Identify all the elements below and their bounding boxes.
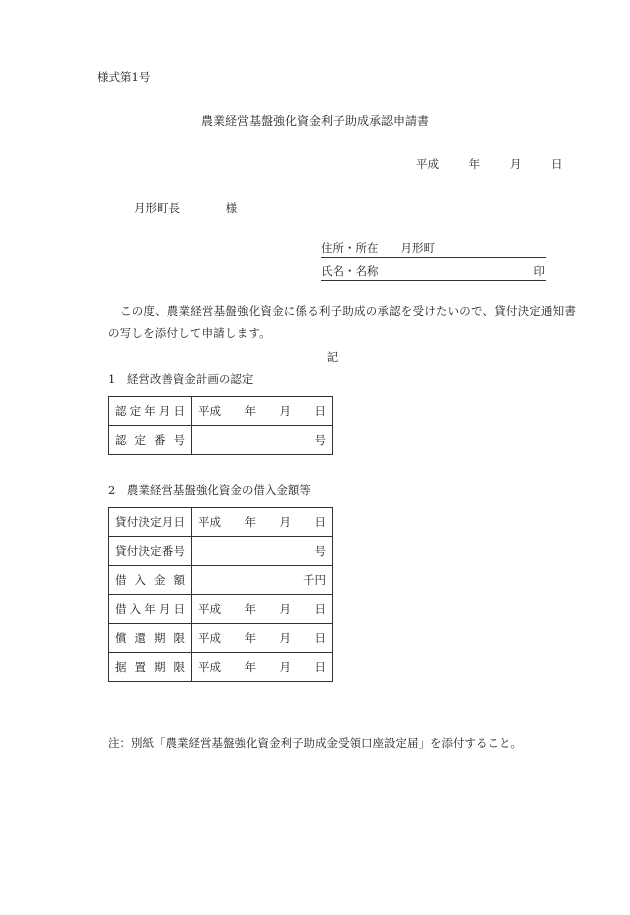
field-month: 月 — [279, 660, 291, 674]
amount-field: 千円 — [192, 566, 333, 595]
field-year: 年 — [244, 631, 256, 645]
row-label: 貸付決定月日 — [109, 508, 192, 537]
field-month: 月 — [279, 404, 291, 418]
address-value: 月形町 — [400, 241, 435, 255]
application-date — [416, 156, 562, 172]
date-day: 日 — [550, 157, 563, 171]
ki-heading: 記 — [326, 350, 339, 364]
date-field — [192, 397, 333, 426]
table-row — [109, 508, 333, 537]
attachment-note: 注：別紙「農業経営基盤強化資金利子助成金受領口座設定届」を添付すること。 — [108, 736, 522, 750]
row-label: 認定番号 — [109, 426, 192, 455]
table-row — [109, 624, 333, 653]
date-month: 月 — [509, 157, 522, 171]
certification-table — [108, 396, 333, 455]
table-row — [109, 566, 333, 595]
field-era: 平成 — [198, 631, 221, 645]
field-month: 月 — [279, 631, 291, 645]
table-row — [109, 653, 333, 682]
number-field: 号 — [192, 426, 333, 455]
field-era: 平成 — [198, 515, 221, 529]
field-era: 平成 — [198, 660, 221, 674]
table-row — [109, 426, 333, 455]
field-era: 平成 — [198, 404, 221, 418]
row-label: 借入金額 — [109, 566, 192, 595]
field-era: 平成 — [198, 602, 221, 616]
field-year: 年 — [244, 515, 256, 529]
row-label: 借入年月日 — [109, 595, 192, 624]
date-era: 平成 — [416, 157, 439, 171]
table-row — [109, 397, 333, 426]
field-month: 月 — [279, 515, 291, 529]
row-label: 償還期限 — [109, 624, 192, 653]
addressee-honorific: 様 — [225, 201, 238, 215]
name-label: 氏名・名称 — [321, 264, 379, 278]
table-row — [109, 595, 333, 624]
document-title: 農業経営基盤強化資金利子助成承認申請書 — [200, 114, 429, 128]
field-day: 日 — [314, 631, 326, 645]
field-month: 月 — [279, 602, 291, 616]
section1-heading: 1 経営改善資金計画の認定 — [108, 372, 254, 386]
date-field — [192, 508, 333, 537]
row-label: 認定年月日 — [109, 397, 192, 426]
field-year: 年 — [244, 404, 256, 418]
field-day: 日 — [314, 515, 326, 529]
form-number: 様式第1号 — [97, 70, 151, 84]
date-year: 年 — [468, 157, 481, 171]
number-field: 号 — [192, 537, 333, 566]
applicant-name-line — [321, 263, 546, 281]
addressee — [134, 200, 237, 216]
loan-details-table — [108, 507, 333, 682]
applicant-address-line — [321, 240, 546, 258]
row-label: 貸付決定番号 — [109, 537, 192, 566]
date-field — [192, 595, 333, 624]
table-row — [109, 537, 333, 566]
field-day: 日 — [314, 602, 326, 616]
field-year: 年 — [244, 602, 256, 616]
field-year: 年 — [244, 660, 256, 674]
application-statement: この度、農業経営基盤強化資金に係る利子助成の承認を受けたいので、貸付決定通知書の写しを添付して申請します。 — [108, 304, 577, 340]
section2-heading: 2 農業経営基盤強化資金の借入金額等 — [108, 483, 311, 497]
addressee-name: 月形町長 — [134, 201, 180, 215]
row-label: 据置期限 — [109, 653, 192, 682]
field-day: 日 — [314, 660, 326, 674]
address-label: 住所・所在 — [321, 241, 379, 255]
date-field — [192, 624, 333, 653]
seal-mark: 印 — [533, 264, 545, 278]
field-day: 日 — [314, 404, 326, 418]
date-field — [192, 653, 333, 682]
